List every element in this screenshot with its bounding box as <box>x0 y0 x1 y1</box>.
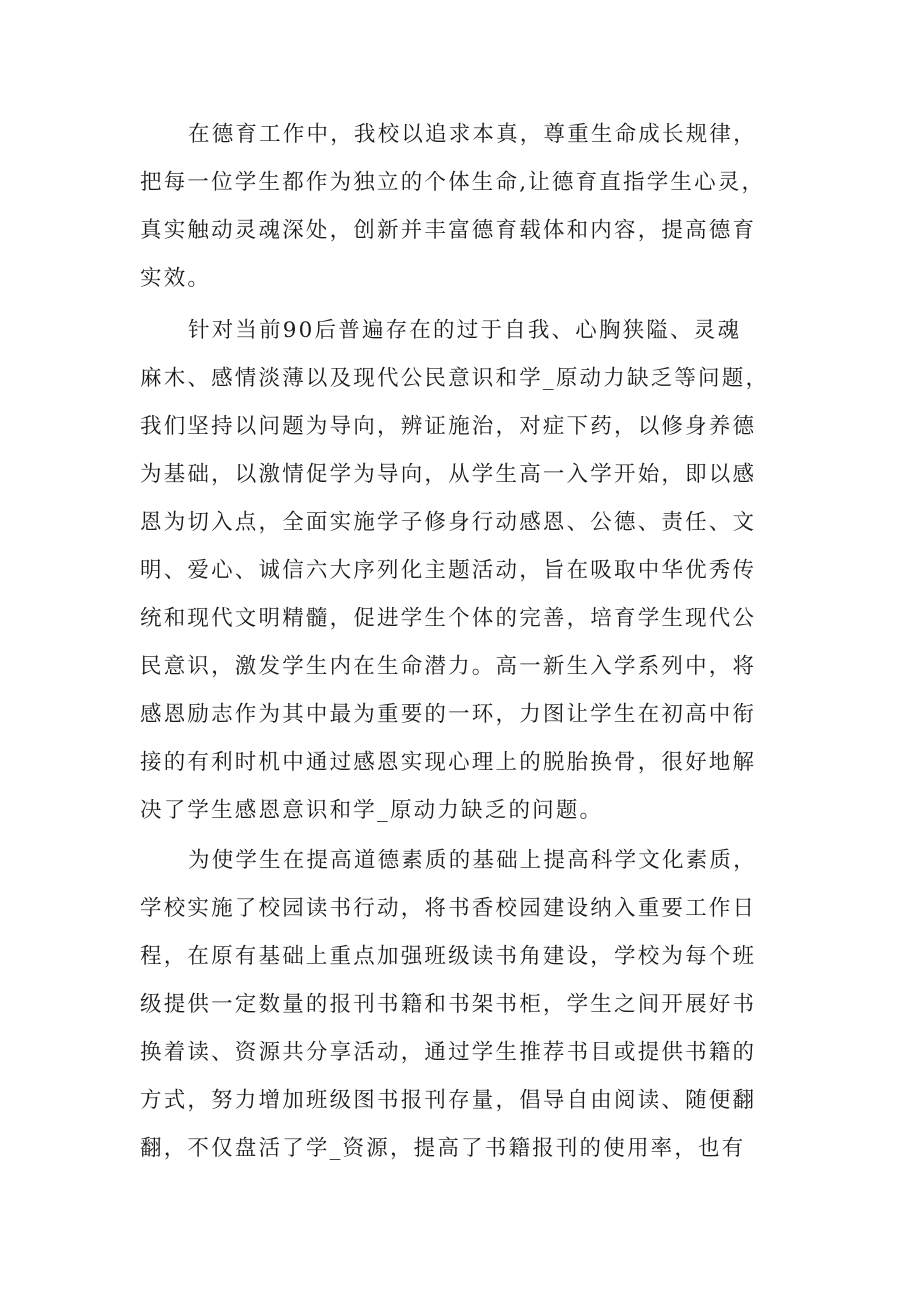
text-line: 实效。 <box>140 266 212 291</box>
text-line: 明、爱心、诚信六大序列化主题活动，旨在吸取中华优秀传 <box>140 558 757 583</box>
text-line: 感恩励志作为其中最为重要的一环，力图让学生在初高中衔 <box>140 702 757 727</box>
text-line: 接的有利时机中通过感恩实现心理上的脱胎换骨，很好地解 <box>140 750 757 775</box>
text-line: 方式，努力增加班级图书报刊存量，倡导自由阅读、随便翻 <box>140 1088 757 1113</box>
text-line: 学校实施了校园读书行动，将书香校园建设纳入重要工作日 <box>140 896 757 921</box>
text-line: 真实触动灵魂深处，创新并丰富德育载体和内容，提高德育 <box>140 218 757 243</box>
text-line: 程，在原有基础上重点加强班级读书角建设，学校为每个班 <box>140 944 757 969</box>
text-line: 我们坚持以问题为导向，辨证施治，对症下药，以修身养德 <box>140 414 757 439</box>
text-line: 统和现代文明精髓，促进学生个体的完善，培育学生现代公 <box>140 606 757 631</box>
text-line: 在德育工作中，我校以追求本真，尊重生命成长规律， <box>188 122 757 147</box>
text-line: 为基础，以激情促学为导向，从学生高一入学开始，即以感 <box>140 462 757 487</box>
text-line: 麻木、感情淡薄以及现代公民意识和学_原动力缺乏等问题， <box>140 366 770 391</box>
text-line: 换着读、资源共分享活动，通过学生推荐书目或提供书籍的 <box>140 1040 757 1065</box>
text-line: 民意识，激发学生内在生命潜力。高一新生入学系列中，将 <box>140 654 757 679</box>
text-line: 翻，不仅盘活了学_资源，提高了书籍报刊的使用率，也有 <box>140 1136 746 1161</box>
text-line: 针对当前90后普遍存在的过于自我、心胸狭隘、灵魂 <box>188 318 742 343</box>
text-line: 恩为切入点，全面实施学子修身行动感恩、公德、责任、文 <box>140 510 757 535</box>
text-line: 决了学生感恩意识和学_原动力缺乏的问题。 <box>140 798 604 823</box>
text-line: 为使学生在提高道德素质的基础上提高科学文化素质， <box>188 848 757 873</box>
text-line: 把每一位学生都作为独立的个体生命,让德育直指学生心灵， <box>140 170 766 195</box>
text-line: 级提供一定数量的报刊书籍和书架书柜，学生之间开展好书 <box>140 992 757 1017</box>
